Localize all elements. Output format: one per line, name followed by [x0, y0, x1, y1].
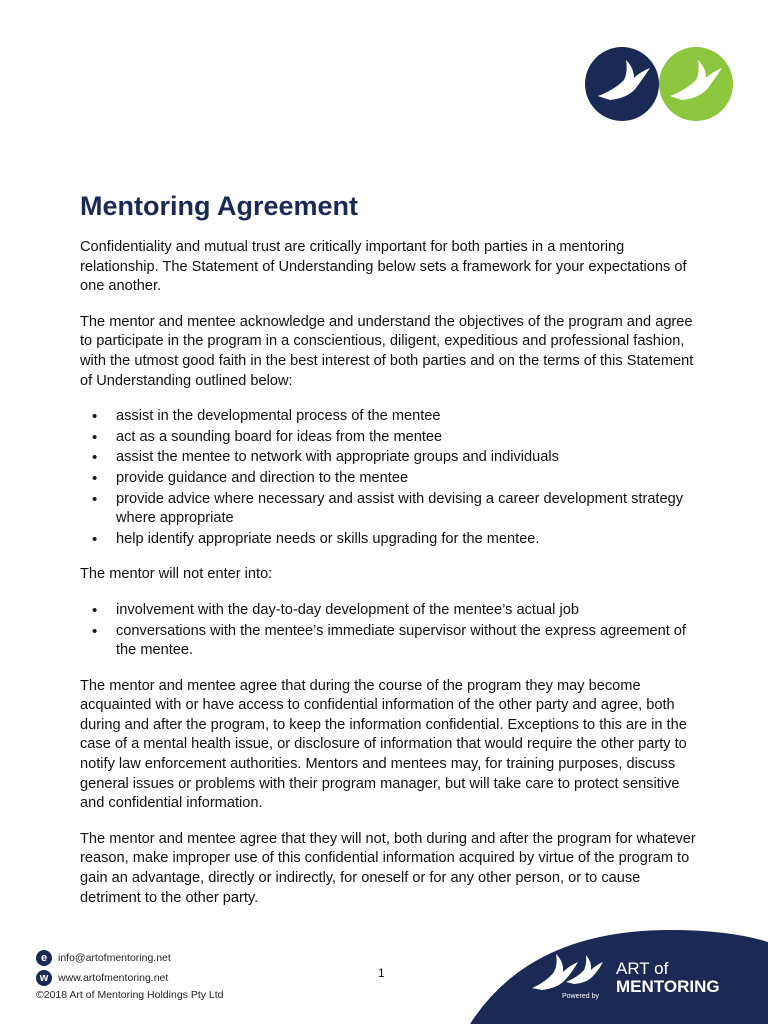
list-item: • conversations with the mentee’s immediate supervisor without the express agreement of the mentee. — [116, 622, 700, 661]
objectives-paragraph: The mentor and mentee acknowledge and understand the objectives of the program and agree to participate in the program in a conscientious, diligent, expeditious and professional fashion, with the utmost good faith in the best interest of both parties and on the terms of this Statement of Understanding outlined below: — [80, 313, 694, 389]
email-row — [36, 948, 224, 968]
copyright: ©2018 Art of Mentoring Holdings Pty Ltd — [36, 989, 224, 1001]
list-item: • involvement with the day-to-day development of the mentee’s actual job — [116, 601, 700, 621]
page-number: 1 — [378, 966, 385, 980]
footer-brand-banner — [470, 930, 768, 1024]
list-item: • provide advice where necessary and assist with devising a career development strategy where appropriate — [116, 490, 700, 529]
website-row — [36, 968, 224, 988]
brand-line-2: MENTORING — [616, 977, 720, 996]
list-item: • assist in the developmental process of the mentee — [116, 407, 700, 427]
email-link[interactable]: info@artofmentoring.net — [58, 952, 171, 964]
website-link[interactable]: www.artofmentoring.net — [58, 972, 169, 984]
email-icon: e — [36, 950, 52, 966]
mentor-will-list — [80, 407, 700, 549]
mentor-will-not-list — [80, 601, 700, 661]
web-icon: w — [36, 970, 52, 986]
list-item: • help identify appropriate needs or skills upgrading for the mentee. — [116, 530, 700, 550]
confidentiality-paragraph: The mentor and mentee agree that during the course of the program they may become acquainted with or have access to confidential information of the other party and agree, both during and after the program, to keep the information confidential. Exceptions to this are in the case of a mental health issue, or disclosure of information that would require the other party to notify law enforcement authorities. Mentors and mentees may, for training purposes, discuss general issues or problems with their program manager, but will take care to protect sensitive and confidential information. — [80, 677, 687, 812]
page-title: Mentoring Agreement — [80, 191, 359, 221]
improper-use-paragraph: The mentor and mentee agree that they will not, both during and after the program for whatever reason, make improper use of this confidential information acquired by virtue of the program to gain an advantage, directly or indirectly, for oneself or for any other person, or to cause detriment to the other party. — [80, 830, 696, 906]
brand-line-1: ART of — [616, 959, 669, 978]
document-body — [80, 238, 700, 924]
will-not-intro: The mentor will not enter into: — [80, 566, 273, 583]
list-item: • provide guidance and direction to the mentee — [116, 469, 700, 489]
art-of-mentoring-logo — [584, 46, 736, 122]
list-item: • act as a sounding board for ideas from the mentee — [116, 428, 700, 448]
powered-by: Powered by — [562, 993, 599, 1000]
intro-paragraph: Confidentiality and mutual trust are critically important for both parties in a mentoring relationship. The Statement of Understanding below sets a framework for your expectations of one another. — [80, 239, 687, 295]
list-item: • assist the mentee to network with appropriate groups and individuals — [116, 448, 700, 468]
footer-contact — [36, 948, 224, 1001]
